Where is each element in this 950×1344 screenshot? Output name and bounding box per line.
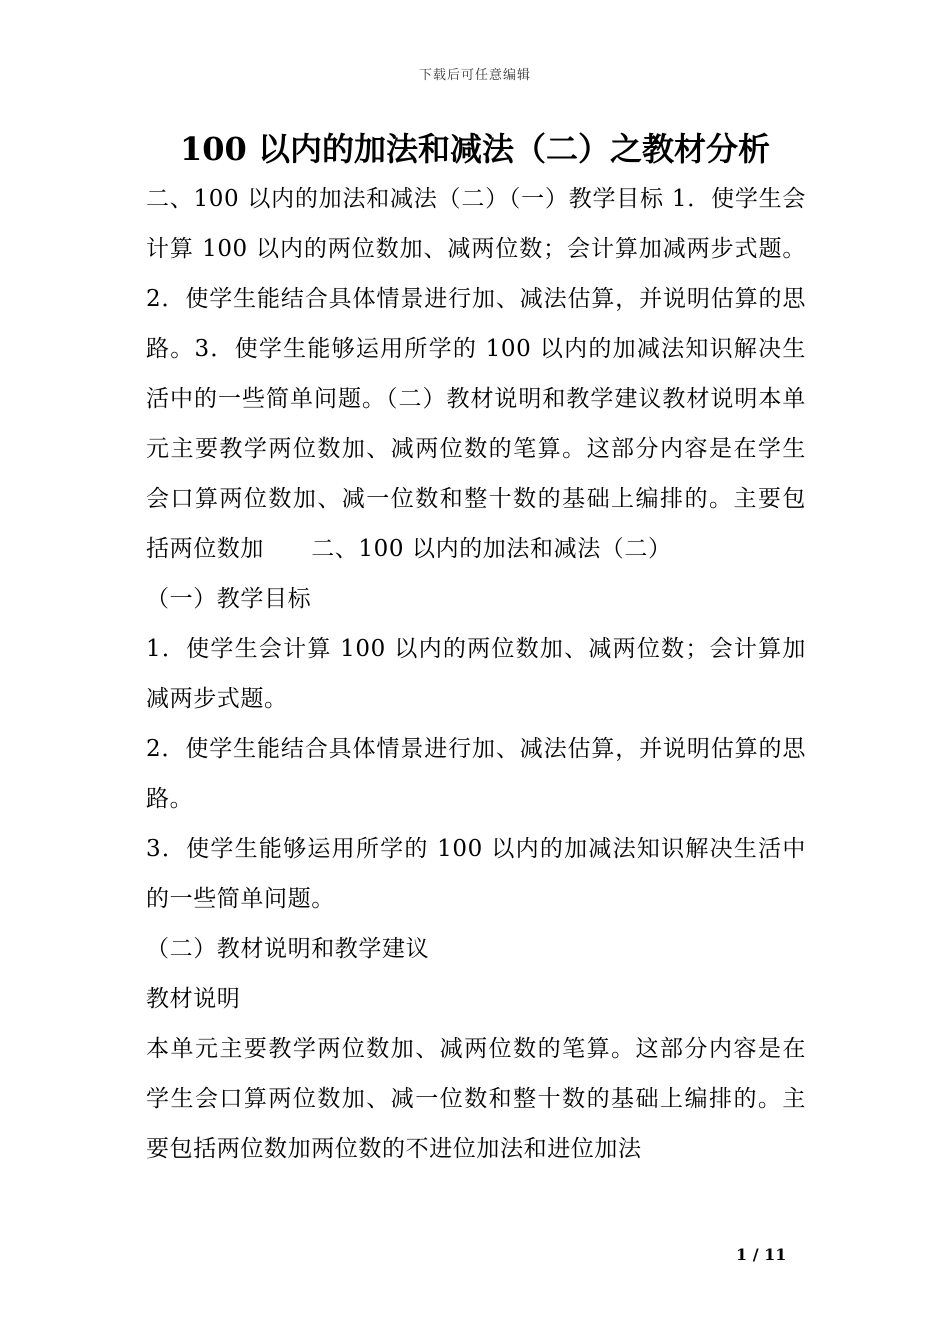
section-heading-objectives: （一）教学目标 [146, 586, 312, 612]
textbook-notes-paragraph: 本单元主要教学两位数加、减两位数的笔算。这部分内容是在学生会口算两位数加、减一位数和整十数的基础上编排的。主要包括两位数加两位数的不进位加法和进位加法 [146, 1036, 806, 1162]
objective-item-2: 2．使学生能结合具体情景进行加、减法估算，并说明估算的思路。 [146, 736, 806, 812]
section-heading-suggestions: （二）教材说明和教学建议 [146, 936, 430, 962]
objective-item-1: 1．使学生会计算 100 以内的两位数加、减两位数；会计算加减两步式题。 [146, 636, 806, 712]
header-note: 下载后可任意编辑 [418, 68, 531, 83]
subheading-textbook-notes: 教材说明 [146, 986, 241, 1012]
summary-paragraph: 二、100 以内的加法和减法（二）（一）教学目标 1．使学生会计算 100 以内的两位数加、减两位数；会计算加减两步式题。2．使学生能结合具体情景进行加、减法估算，并说明估算的思路。3．使学生能够运用所学的 100 以内的加减法知识解决生活中的一些简单问题。（二）教材说明和教学建议教材说明本单元主要教学两位数加、减两位数的笔算。这部分内容是在学生会口算两位数加、减一位数和整十数的基础上编排的。主要包括两位数加 二、100 以内的加法和减法（二） [146, 186, 806, 562]
document-body [146, 174, 806, 1174]
page-number: 1 / 11 [736, 1245, 787, 1264]
objective-item-3: 3．使学生能够运用所学的 100 以内的加减法知识解决生活中的一些简单问题。 [146, 836, 806, 912]
document-title: 100 以内的加法和减法（二）之教材分析 [180, 130, 770, 168]
